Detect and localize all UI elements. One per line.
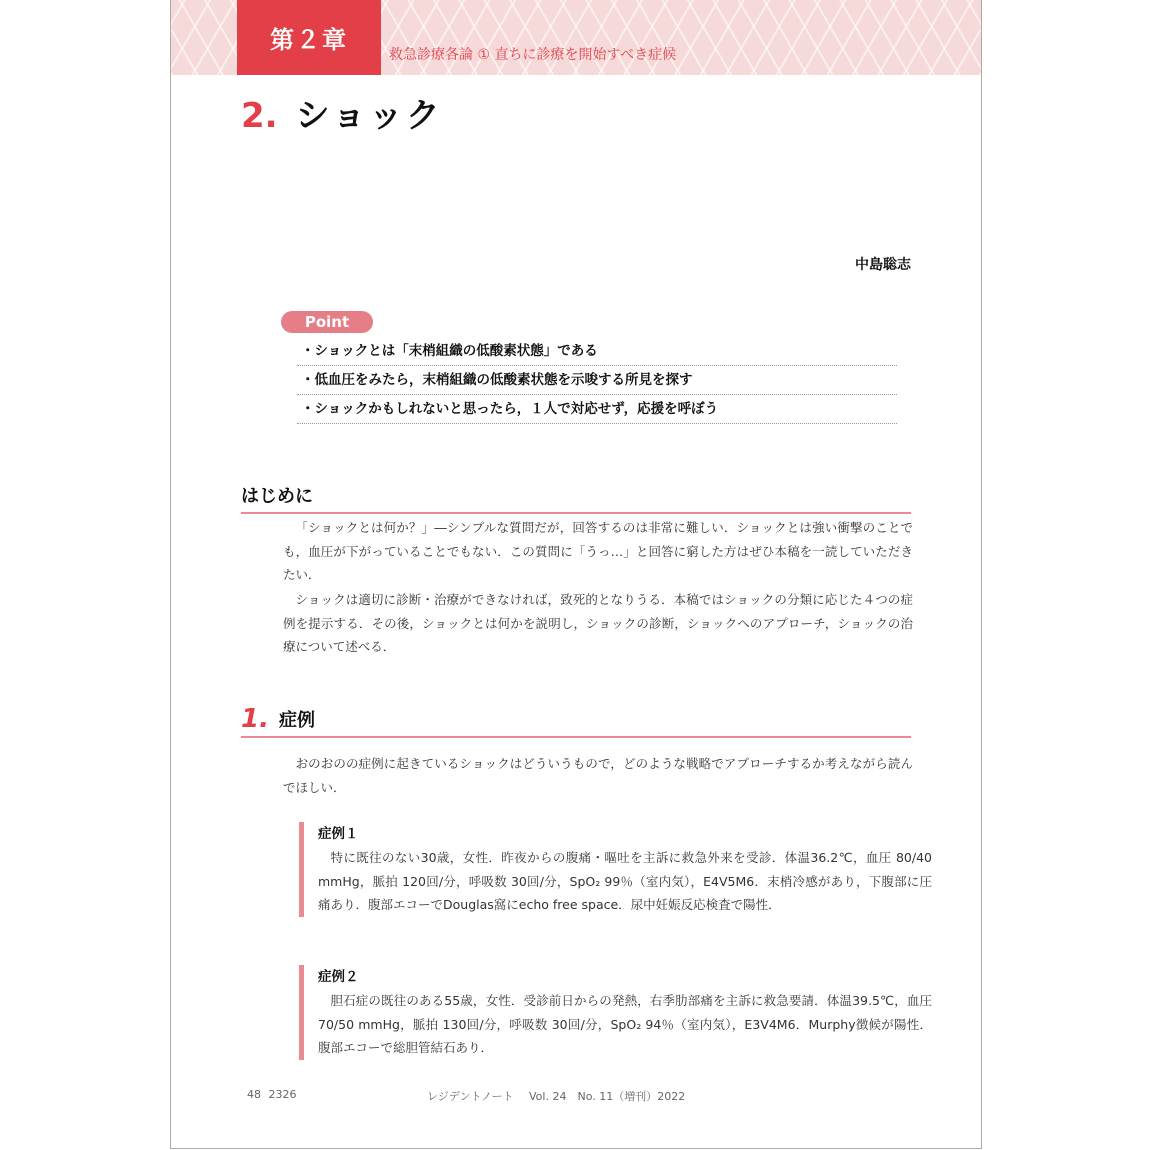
chapter-subtitle: 救急診療各論 ① 直ちに診療を開始すべき症候 xyxy=(389,47,677,63)
document-page xyxy=(170,0,982,1149)
article-title xyxy=(241,88,443,137)
footer-journal xyxy=(427,1088,685,1104)
case-1-body: 特に既往のない30歳，女性．昨夜からの腹痛・嘔吐を主訴に救急外来を受診．体温36.2℃，血圧 80/40 mmHg，脈拍 120回/分，呼吸数 30回/分，SpO₂ 99％（室内気），E4V5M6．末梢冷感があり，下腹部に圧痛あり．腹部エコーでDouglas窩にecho free space．尿中妊娠反応検査で陽性． xyxy=(318,850,932,912)
section-1-number: 1. xyxy=(241,704,269,734)
point-item: ・低血圧をみたら，末梢組織の低酸素状態を示唆する所見を探す xyxy=(297,366,897,395)
case-1-title: 症例１ xyxy=(318,826,359,842)
intro-heading xyxy=(241,482,911,514)
author-name: 中島聡志 xyxy=(855,257,911,273)
footer-page xyxy=(247,1088,297,1101)
section-1-heading xyxy=(241,706,911,738)
intro-paragraph-2: ショックは適切に診断・治療ができなければ，致死的となりうる．本稿ではショックの分類に応じた４つの症例を提示する．その後，ショックとは何かを説明し，ショックの診断，ショックへのアプローチ，ショックの治療について述べる． xyxy=(283,592,913,654)
page-number: 48 xyxy=(247,1088,261,1101)
section-1-paragraph: おのおのの症例に起きているショックはどういうもので，どのような戦略でアプローチするか考えながら読んでほしい． xyxy=(283,756,913,795)
title-number: 2. xyxy=(241,96,278,136)
point-item: ・ショックかもしれないと思ったら，１人で対応せず，応援を呼ぼう xyxy=(297,395,897,424)
section-1-title: 症例 xyxy=(278,710,315,731)
chapter-label: 第２章 xyxy=(237,0,381,75)
case-box-1 xyxy=(299,822,932,917)
intro-heading-text: はじめに xyxy=(241,486,313,507)
point-badge: Point xyxy=(281,311,373,333)
case-2-title: 症例２ xyxy=(318,969,359,985)
journal-volume: Vol. 24 No. 11（増刊）2022 xyxy=(529,1090,686,1103)
point-item: ・ショックとは「末梢組織の低酸素状態」である xyxy=(297,337,897,366)
page-code: 2326 xyxy=(268,1088,297,1101)
case-2-body: 胆石症の既往のある55歳，女性．受診前日からの発熱，右季肋部痛を主訴に救急要請．体温39.5℃，血圧 70/50 mmHg，脈拍 130回/分，呼吸数 30回/分，SpO₂ 94％（室内気），E3V4M6．Murphy徴候が陽性．腹部エコーで総胆管結石あり． xyxy=(318,993,932,1055)
intro-paragraph-1: 「ショックとは何か？」―シンプルな質問だが，回答するのは非常に難しい．ショックとは強い衝撃のことでも，血圧が下がっていることでもない．この質問に「うっ…」と回答に窮した方はぜひ本稿を一読していただきたい． xyxy=(283,520,913,582)
point-list xyxy=(297,337,897,424)
case-box-2 xyxy=(299,965,932,1060)
journal-name: レジデントノート xyxy=(427,1090,514,1103)
title-text: ショック xyxy=(295,96,443,136)
